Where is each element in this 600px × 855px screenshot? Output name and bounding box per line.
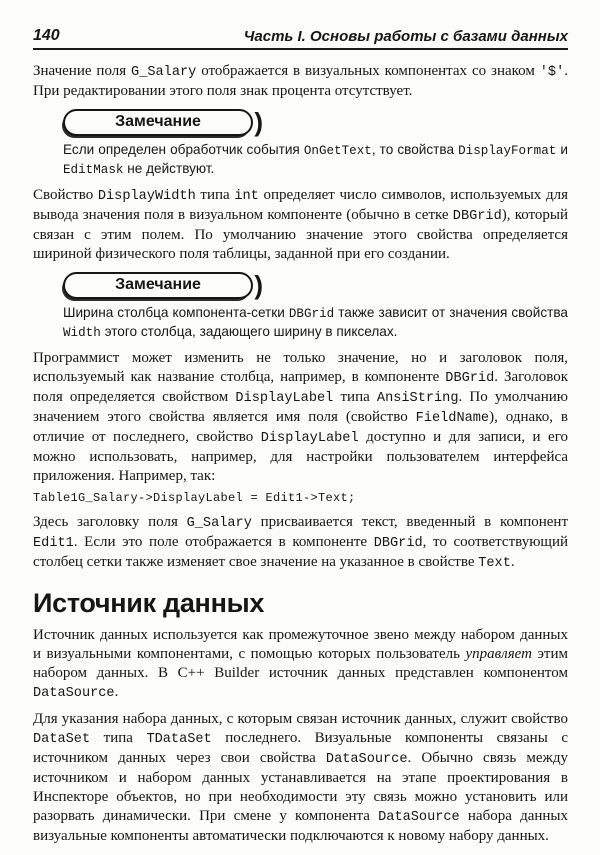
- section-heading-data-source: Источник данных: [33, 588, 265, 618]
- page-header: [33, 27, 568, 50]
- note-2-text: Ширина столбца компонента-сетки DBGrid также зависит от значения свойства Width этого столбца, задающего ширину в пикселах.: [63, 305, 568, 340]
- note-callout-2: [33, 269, 568, 342]
- chapter-title: Часть I. Основы работы с базами данных: [243, 28, 568, 45]
- paragraph-field-value: Значение поля G_Salary отображается в визуальных компонентах со знаком '$'. При редактировании этого поля знак процента отсутствует.: [33, 63, 568, 99]
- page-number: 140: [33, 27, 60, 44]
- note-badge: [63, 269, 263, 300]
- note-1-text: Если определен обработчик события OnGetText, то свойства DisplayFormat и EditMask не действуют.: [63, 142, 568, 177]
- note-tail-decoration: ): [254, 269, 263, 300]
- code-listing: Table1G_Salary->DisplayLabel = Edit1->Text;: [33, 491, 356, 505]
- paragraph-code-explanation: Здесь заголовку поля G_Salary присваивается текст, введенный в компонент Edit1. Если это поле отображается в компоненте DBGrid, то соответствующий столбец сетки также изменяет свое значение на указанное в свойстве Text.: [33, 514, 569, 571]
- paragraph-dataset-link: Для указания набора данных, с которым связан источник данных, служит свойство DataSet типа TDataSet последнего. Визуальные компоненты связаны с источником данных через свои свойства DataSource. Обычно связь между источником и набором данных устанавливается на этапе проектирования в Инспекторе объектов, но при необходимости эту связь можно установить или разорвать динамически. При смене у компонента DataSource набора данных визуальные компоненты автоматически подключаются к новому набору данных.: [33, 711, 568, 844]
- note-label: Замечание: [115, 276, 201, 293]
- note-badge: [63, 106, 263, 137]
- note-callout-1: [33, 106, 568, 179]
- paragraph-displaylabel: Программист может изменить не только значение, но и заголовок поля, используемый как название столбца, например, в компоненте DBGrid. Заголовок поля определяется свойством DisplayLabel типа AnsiString. По умолчанию значением этого свойства является имя поля (свойство FieldName), однако, в отличие от последнего, свойство DisplayLabel доступно и для записи, и его можно использовать, например, для настройки пользователем интерфейса приложения. Например, так:: [33, 350, 568, 484]
- paragraph-displaywidth: Свойство DisplayWidth типа int определяет число символов, используемых для вывода значения поля в визуальном компоненте (обычно в сетке DBGrid), который связан с этим полем. По умолчанию значение этого свойства определяется шириной физического поля таблицы, заданной при его создании.: [33, 187, 568, 262]
- paragraph-datasource-intro: Источник данных используется как промежуточное звено между набором данных и визуальными компонентами, с помощью которых пользователь управляет этим набором данных. В C++ Builder источник данных представлен компонентом DataSource.: [33, 627, 568, 701]
- note-label: Замечание: [115, 113, 201, 130]
- note-tail-decoration: ): [254, 106, 263, 137]
